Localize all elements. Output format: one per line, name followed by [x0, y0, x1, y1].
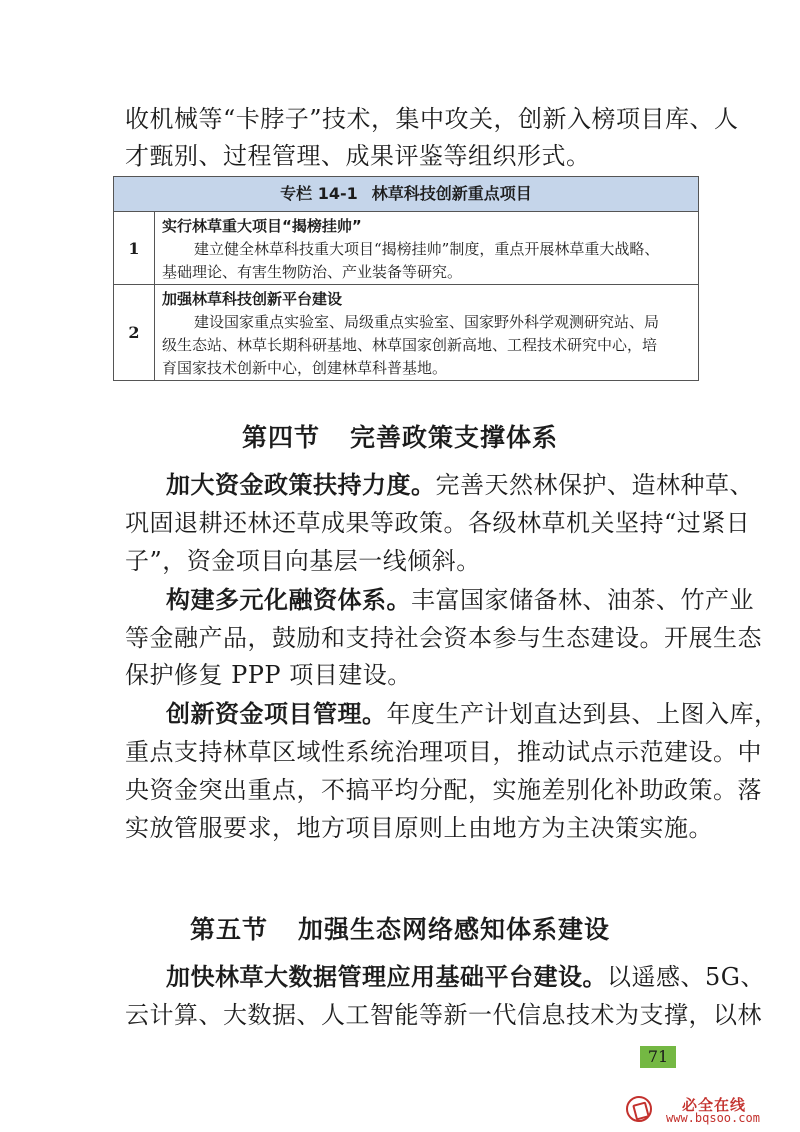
- paragraph-line: 实放管服要求，地方项目原则上由地方为主决策实施。: [125, 814, 713, 842]
- paragraph-line: 保护修复 PPP 项目建设。: [125, 661, 412, 689]
- site-logo-icon: [626, 1096, 652, 1122]
- box-row-text: 基础理论、有害生物防治、产业装备等研究。: [162, 263, 463, 281]
- paragraph-line: 重点支持林草区域性系统治理项目，推动试点示范建设。中: [125, 738, 762, 766]
- box-title-bar: [114, 177, 698, 212]
- paragraph-first-line: [166, 696, 779, 732]
- paragraph-first-line: [166, 467, 754, 503]
- section-heading-5: [0, 913, 800, 947]
- box-row: [114, 212, 698, 285]
- watermark-url: www.bqsoo.com: [666, 1111, 760, 1125]
- paragraph-line: 子”，资金项目向基层一线倾斜。: [125, 547, 481, 575]
- paragraph-line: 巩固退耕还林还草成果等政策。各级林草机关坚持“过紧日: [125, 509, 751, 537]
- paragraph-line: 云计算、大数据、人工智能等新一代信息技术为支撑，以林: [125, 1001, 762, 1029]
- box-row-content: [162, 288, 692, 380]
- paragraph-text: 年度生产计划直达到县、上图入库，: [386, 700, 779, 728]
- paragraph-text: 完善天然林保护、造林种草、: [435, 471, 754, 499]
- page-number: 71: [640, 1046, 676, 1068]
- paragraph-text: 丰富国家储备林、油茶、竹产业: [411, 586, 754, 614]
- paragraph-lead: 加快林草大数据管理应用基础平台建设。: [166, 963, 607, 991]
- box-row-content: [162, 215, 692, 284]
- box-row-title: 加强林草科技创新平台建设: [162, 290, 343, 308]
- box-row-number: 2: [114, 285, 155, 380]
- box-row-text: 建设国家重点实验室、局级重点实验室、国家野外科学观测研究站、局: [194, 313, 660, 331]
- section-5-title: 加强生态网络感知体系建设: [298, 915, 611, 944]
- intro-line-1: 收机械等“卡脖子”技术，集中攻关，创新入榜项目库、人: [125, 105, 739, 133]
- box-row: [114, 285, 698, 380]
- feature-box: [113, 176, 699, 381]
- paragraph-line: 等金融产品，鼓励和支持社会资本参与生态建设。开展生态: [125, 624, 762, 652]
- intro-line-2: 才甄别、过程管理、成果评鉴等组织形式。: [125, 142, 591, 170]
- paragraph-first-line: [166, 959, 765, 995]
- box-title: 林草科技创新重点项目: [371, 184, 532, 203]
- section-4-label: 第四节: [241, 423, 320, 452]
- section-4-title: 完善政策支撑体系: [350, 423, 559, 452]
- paragraph-line: 央资金突出重点，不搞平均分配，实施差别化补助政策。落: [125, 776, 762, 804]
- watermark-title: 必全在线: [682, 1096, 747, 1114]
- box-row-text: 育国家技术创新中心，创建林草科普基地。: [162, 359, 448, 377]
- paragraph-text: 以遥感、5G、: [607, 963, 765, 991]
- section-5-label: 第五节: [189, 915, 268, 944]
- box-number: 专栏 14-1: [280, 184, 358, 203]
- section-heading-4: [0, 421, 800, 455]
- paragraph-lead: 构建多元化融资体系。: [166, 586, 411, 614]
- paragraph-first-line: [166, 582, 754, 618]
- paragraph-lead: 创新资金项目管理。: [166, 700, 387, 728]
- box-row-text: 级生态站、林草长期科研基地、林草国家创新高地、工程技术研究中心，培: [162, 336, 658, 354]
- box-row-text: 建立健全林草科技重大项目“揭榜挂帅”制度，重点开展林草重大战略、: [194, 240, 660, 258]
- paragraph-lead: 加大资金政策扶持力度。: [166, 471, 436, 499]
- box-row-number: 1: [114, 212, 155, 284]
- box-row-title: 实行林草重大项目“揭榜挂帅”: [162, 217, 362, 235]
- watermark[interactable]: [626, 1093, 786, 1127]
